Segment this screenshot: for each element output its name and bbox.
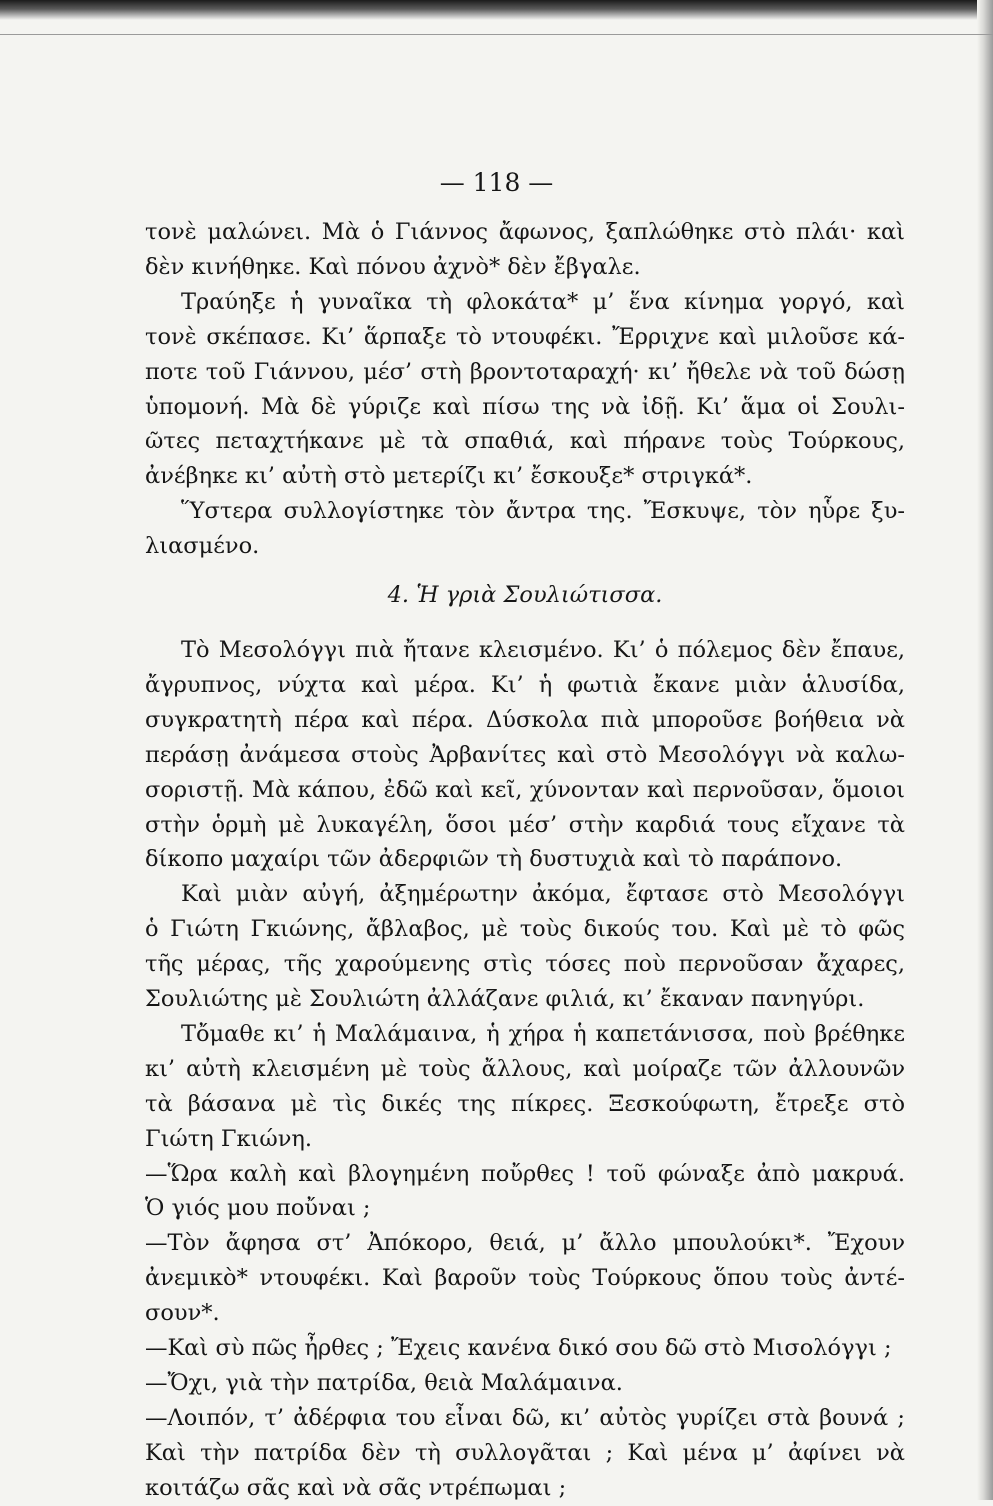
text-line: στὴν ὁρμὴ μὲ λυκαγέλη, ὅσοι μέσ’ στὴν καρδιά τους εἴχανε τὰ [145,811,905,838]
text-line: δὲν κινήθηκε. Καὶ πόνου ἀχνὸ* δὲν ἔβγαλε. [145,253,641,280]
paragraph [145,285,905,494]
text-line: —Ὥρα καλὴ καὶ βλογημένη ποὔρθες ! τοῦ φώναξε ἀπὸ μακρυά. [145,1160,905,1187]
text-line: Τὄμαθε κι’ ἡ Μαλάμαινα, ἡ χήρα ἡ καπετάνισσα, ποὺ βρέθηκε [181,1020,905,1047]
section-heading: 4. Ἡ γριὰ Σουλιώτισσα. [387,582,663,609]
text-line: Ὁ γιός μου ποὔναι ; [145,1195,371,1222]
dialogue-paragraph [145,1366,905,1401]
text-line: τονὲ μαλώνει. Μὰ ὁ Γιάννος ἄφωνος, ξαπλώθηκε στὸ πλάι· καὶ [145,219,905,245]
text-line: Τὸ Μεσολόγγι πιὰ ἤτανε κλεισμένο. Κι’ ὁ πόλεμος δὲν ἔπαυε, [181,636,905,663]
scan-top-edge [0,0,993,20]
text-line: τονὲ σκέπασε. Κι’ ἅρπαξε τὸ ντουφέκι. Ἔρριχνε καὶ μιλοῦσε κά- [145,323,905,350]
text-line: Γιώτη Γκιώνη. [145,1125,313,1152]
text-line: —Καὶ σὺ πῶς ἦρθες ; Ἔχεις κανένα δικό σου δῶ στὸ Μισολόγγι ; [145,1335,892,1362]
text-line: σουν*. [145,1300,220,1327]
text-line: ἀνεμικὸ* ντουφέκι. Καὶ βαροῦν τοὺς Τούρκους ὅπου τοὺς ἀντέ- [145,1265,905,1292]
text-line: συγκρατητὴ πέρα καὶ πέρα. Δύσκολα πιὰ μποροῦσε βοήθεια νὰ [145,706,905,733]
text-line: ὁ Γιώτη Γκιώνης, ἄβλαβος, μὲ τοὺς δικούς του. Καὶ μὲ τὸ φῶς [145,916,905,943]
text-line: —Λοιπόν, τ’ ἀδέρφια του εἶναι δῶ, κι’ αὐτὸς γυρίζει στὰ βουνά ; [145,1404,905,1431]
text-line: τὰ βάσανα μὲ τὶς δικές της πίκρες. Ξεσκούφωτη, ἔτρεξε στὸ [145,1090,905,1117]
page-number: — 118 — [439,168,554,197]
text-line: δίκοπο μαχαίρι τῶν ἀδερφιῶν τὴ δυστυχιὰ καὶ τὸ παράπονο. [145,846,843,873]
text-line: κι’ αὐτὴ κλεισμένη μὲ τοὺς ἄλλους, καὶ μοίραζε τῶν ἀλλουνῶν [145,1055,905,1082]
text-line: Σουλιώτης μὲ Σουλιώτη ἀλλάζανε φιλιά, κι’ ἔκαναν πανηγύρι. [145,986,865,1013]
text-line: ῶτες πεταχτήκανε μὲ τὰ σπαθιά, καὶ πήρανε τοὺς Τούρκους, [145,428,905,455]
text-line: Καὶ μιὰν αὐγή, ἀξημέρωτην ἀκόμα, ἔφτασε στὸ Μεσολόγγι [181,881,905,908]
text-line: κοιτάζω σᾶς καὶ νὰ σᾶς ντρέπωμαι ; [145,1474,567,1501]
paragraph [145,877,905,1017]
page-body [145,215,905,1506]
paragraph [145,633,905,877]
text-line: ἀνέβηκε κι’ αὐτὴ στὸ μετερίζι κι’ ἔσκουξε* στριγκά*. [145,463,753,490]
text-line: Καὶ τὴν πατρίδα δὲν τὴ συλλογᾶται ; Καὶ μένα μ’ ἀφίνει νὰ [145,1439,905,1466]
text-line: σοριστῇ. Μὰ κάπου, ἐδῶ καὶ κεῖ, χύνονταν καὶ περνοῦσαν, ὅμοιοι [145,776,905,803]
dialogue-paragraph [145,1331,905,1366]
text-line: λιασμένο. [145,533,260,560]
text-line: Ὕστερα συλλογίστηκε τὸν ἄντρα της. Ἔσκυψε, τὸν ηὗρε ξυ- [181,498,905,525]
text-line: ἄγρυπνος, νύχτα καὶ μέρα. Κι’ ἡ φωτιὰ ἔκανε μιὰν ἁλυσίδα, [145,671,905,698]
scan-right-edge [977,0,993,1500]
text-line: —Ὄχι, γιὰ τὴν πατρίδα, θειὰ Μαλάμαινα. [145,1370,623,1396]
dialogue-paragraph [145,1226,905,1331]
paragraph [145,494,905,564]
text-line: Τραύηξε ἡ γυναῖκα τὴ φλοκάτα* μ’ ἕνα κίνημα γοργό, καὶ [181,288,905,315]
text-line: τῆς μέρας, τῆς χαρούμενης στὶς τόσες ποὺ περνοῦσαν ἄχαρες, [145,951,905,978]
dialogue-paragraph [145,1401,905,1506]
text-line: ποτε τοῦ Γιάννου, μέσ’ στὴ βροντοταραχή· κι’ ἤθελε νὰ τοῦ δώσῃ [145,358,905,385]
paragraph [145,1017,905,1157]
page-top-rule [0,34,993,35]
paragraph [145,215,905,285]
text-line: ὑπομονή. Μὰ δὲ γύριζε καὶ πίσω της νὰ ἰδῇ. Κι’ ἅμα οἱ Σουλι- [145,393,905,420]
text-line: —Τὸν ἄφησα στ’ Ἀπόκορο, θειά, μ’ ἄλλο μπουλούκι*. Ἔχουν [145,1230,905,1257]
dialogue-paragraph [145,1157,905,1227]
text-line: περάσῃ ἀνάμεσα στοὺς Ἀρβανίτες καὶ στὸ Μεσολόγγι νὰ καλω- [145,741,905,768]
